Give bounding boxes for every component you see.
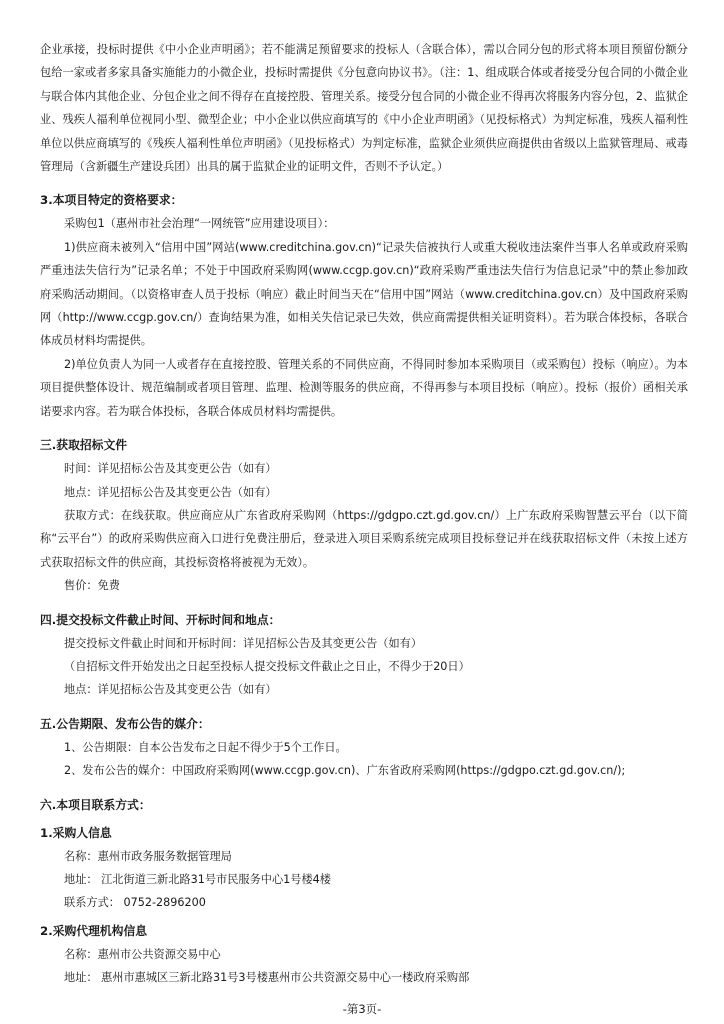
obtain-place: 地点：详见招标公告及其变更公告（如有）: [64, 485, 277, 499]
qualification-item-1: 1)供应商未被列入“信用中国”网站(www.creditchina.gov.cn)“记录失信被执行人或重大税收违法案件当事人名单或政府采购严重违法失信行为”记录名单；不处于中国政府采购网(www.ccgp.gov.cn)“政府采购严重违法失信行为信息记录”中的禁止参加政府采购活动期间。（以资格审查人员于投标（响应）截止时间当天在“信用中国”网站（www.creditchina.gov.cn）及中国政府采购网（http://www.ccgp.gov.cn/）查询结果为准，如相关失信记录已失效，供应商需提供相关证明资料）。若为联合体投标，各联合体成员材料均需提供。: [40, 240, 688, 348]
deadline-note: （自招标文件开始发出之日起至投标人提交投标文件截止之日止，不得少于20日）: [64, 659, 470, 673]
purchaser-address: 地址： 江北街道三新北路31号市民服务中心1号楼4楼: [64, 872, 331, 886]
obtain-method: 获取方式：在线获取。供应商应从广东省政府采购网（https://gdgpo.czt.gd.gov.cn/）上广东政府采购智慧云平台（以下简称“云平台”）的政府采购供应商入口进行免费注册后，登录进入项目采购系统完成项目投标登记并在线获取招标文件（未按上述方式获取招标文件的供应商，其投标资格将被视为无效）。: [40, 508, 688, 569]
intro-paragraph: 企业承接，投标时提供《中小企业声明函》；若不能满足预留要求的投标人（含联合体），需以合同分包的形式将本项目预留份额分包给一家或者多家具备实施能力的小微企业，投标时需提供《分包意向协议书》。（注：1、组成联合体或者接受分包合同的小微企业与联合体内其他企业、分包企业之间不得存在直接控股、管理关系。接受分包合同的小微企业不得再次将服务内容分包，2、监狱企业、残疾人福利单位视同小型、微型企业；中小企业以供应商填写的《中小企业声明函》（见投标格式）为判定标准，残疾人福利性单位以供应商填写的《残疾人福利性单位声明函》（见投标格式）为判定标准，监狱企业须供应商提供由省级以上监狱管理局、戒毒管理局（含新疆生产建设兵团）出具的属于监狱企业的证明文件，否则不予认定。）: [40, 43, 688, 174]
agency-heading: 2.采购代理机构信息: [40, 923, 148, 938]
purchaser-heading: 1.采购人信息: [40, 825, 112, 840]
announcement-media: 2、发布公告的媒介：中国政府采购网(www.ccgp.gov.cn)、广东省政府采购网(https://gdgpo.czt.gd.gov.cn/);: [64, 764, 626, 778]
purchaser-contact: 联系方式： 0752-2896200: [64, 896, 206, 910]
obtain-price: 售价：免费: [64, 579, 120, 593]
page-number: -第3页-: [342, 1002, 382, 1016]
purchaser-name: 名称：惠州市政务服务数据管理局: [64, 849, 232, 863]
document-page: [40, 38, 688, 990]
section-four-heading: 四.提交投标文件截止时间、开标时间和地点：: [40, 612, 281, 627]
section-six-heading: 六.本项目联系方式：: [40, 797, 151, 812]
agency-name: 名称：惠州市公共资源交易中心: [64, 947, 221, 961]
section-three-heading: 三.获取招标文件: [40, 438, 128, 453]
section-3-heading: 3.本项目特定的资格要求：: [40, 193, 183, 208]
announcement-period: 1、公告期限：自本公告发布之日起不得少于5个工作日。: [64, 740, 347, 754]
section-five-heading: 五.公告期限、发布公告的媒介：: [40, 716, 210, 731]
bid-place: 地点：详见招标公告及其变更公告（如有）: [64, 683, 277, 697]
obtain-time: 时间：详见招标公告及其变更公告（如有）: [64, 462, 277, 476]
agency-address: 地址： 惠州市惠城区三新北路31号3号楼惠州市公共资源交易中心一楼政府采购部: [64, 971, 470, 985]
deadline-line: 提交投标文件截止时间和开标时间：详见招标公告及其变更公告（如有）: [64, 636, 423, 650]
qualification-item-2: 2)单位负责人为同一人或者存在直接控股、管理关系的不同供应商，不得同时参加本采购项目（或采购包）投标（响应）。为本项目提供整体设计、规范编制或者项目管理、监理、检测等服务的供应商，不得再参与本项目投标（响应）。投标（报价）函相关承诺要求内容。若为联合体投标，各联合体成员材料均需提供。: [40, 357, 688, 418]
package-line: 采购包1（惠州市社会治理“一网统管”应用建设项目）：: [64, 217, 335, 231]
